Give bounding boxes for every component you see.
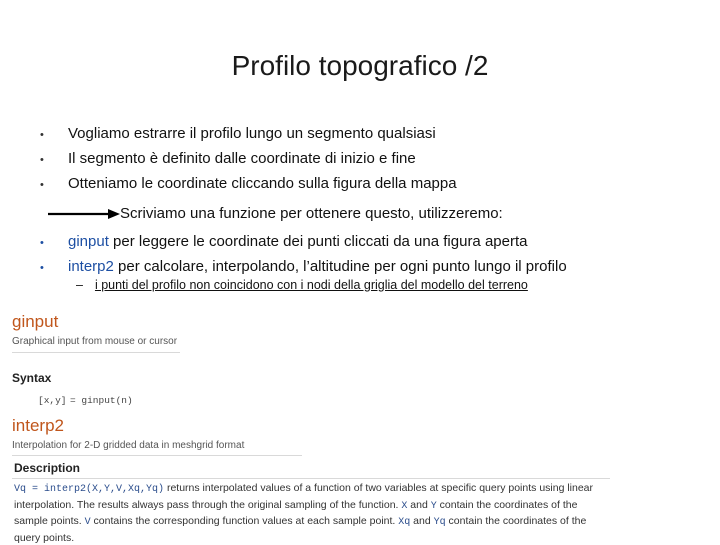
bullet-text: Otteniamo le coordinate cliccando sulla figura della mappa — [68, 175, 457, 192]
description-fragment: contain the coordinates of the sample points. — [14, 498, 578, 527]
interp2-doc-title: interp2 — [12, 416, 64, 435]
code-snippet: Vq = interp2(X,Y,V,Xq,Yq) — [14, 484, 165, 495]
code-snippet: X — [401, 500, 408, 512]
description-text — [14, 481, 604, 545]
arrow-line — [48, 205, 503, 222]
right-arrow-icon — [48, 208, 120, 220]
function-keyword: ginput — [68, 233, 109, 250]
sub-bullet — [76, 278, 528, 292]
bullet-dot-icon: • — [40, 129, 44, 141]
sub-bullet-text: i punti del profilo non coincidono con i nodi della griglia del modello del terreno — [94, 278, 528, 292]
syntax-call: = ginput(n) — [70, 395, 133, 406]
bullet-item — [40, 147, 457, 172]
code-snippet: Y — [430, 500, 437, 512]
slide-title: Profilo topografico /2 — [231, 50, 489, 81]
code-snippet: Xq — [398, 517, 411, 528]
code-snippet: Yq — [433, 517, 446, 528]
bullet-dot-icon: • — [40, 262, 44, 274]
function-keyword: interp2 — [68, 258, 114, 275]
arrow-text: Scriviamo una funzione per ottenere questo, utilizzeremo: — [120, 205, 503, 222]
code-snippet: V — [84, 517, 91, 528]
bullet-dot-icon: • — [40, 179, 44, 191]
doc-divider — [12, 455, 302, 456]
doc-divider — [12, 352, 180, 353]
function-item — [40, 230, 567, 255]
ginput-doc-title: ginput — [12, 312, 59, 331]
description-fragment: and — [410, 515, 434, 527]
description-fragment: contains the corresponding function values at each sample point. — [90, 515, 399, 527]
function-item — [40, 255, 567, 280]
function-list — [40, 230, 567, 280]
bullet-text: Il segmento è definito dalle coordinate di inizio e fine — [68, 150, 416, 167]
function-text: per calcolare, interpolando, l’altitudine per ogni punto lungo il profilo — [113, 258, 567, 275]
function-text: per leggere le coordinate dei punti cliccati da una figura aperta — [108, 233, 528, 250]
syntax-heading: Syntax — [12, 371, 52, 385]
syntax-output: [x,y] — [38, 395, 67, 406]
description-fragment: and — [407, 498, 431, 511]
bullet-item — [40, 122, 457, 147]
sub-bullet-dash: – — [76, 278, 83, 292]
bullet-item — [40, 172, 457, 197]
ginput-doc-summary: Graphical input from mouse or cursor — [12, 336, 178, 347]
description-fragment: returns interpolated values of a function of two variables at specific query points using linear interpolation. The results always pass through the original sampling of the function. — [14, 482, 594, 511]
description-fragment: contain the coordinates of the query points. — [14, 515, 587, 544]
bullet-dot-icon: • — [40, 154, 44, 166]
bullet-list — [40, 122, 457, 197]
interp2-doc-summary: Interpolation for 2-D gridded data in meshgrid format — [12, 440, 245, 451]
bullet-dot-icon: • — [40, 237, 44, 249]
doc-divider — [12, 478, 610, 479]
description-heading: Description — [14, 461, 81, 475]
bullet-text: Vogliamo estrarre il profilo lungo un segmento qualsiasi — [68, 125, 436, 142]
